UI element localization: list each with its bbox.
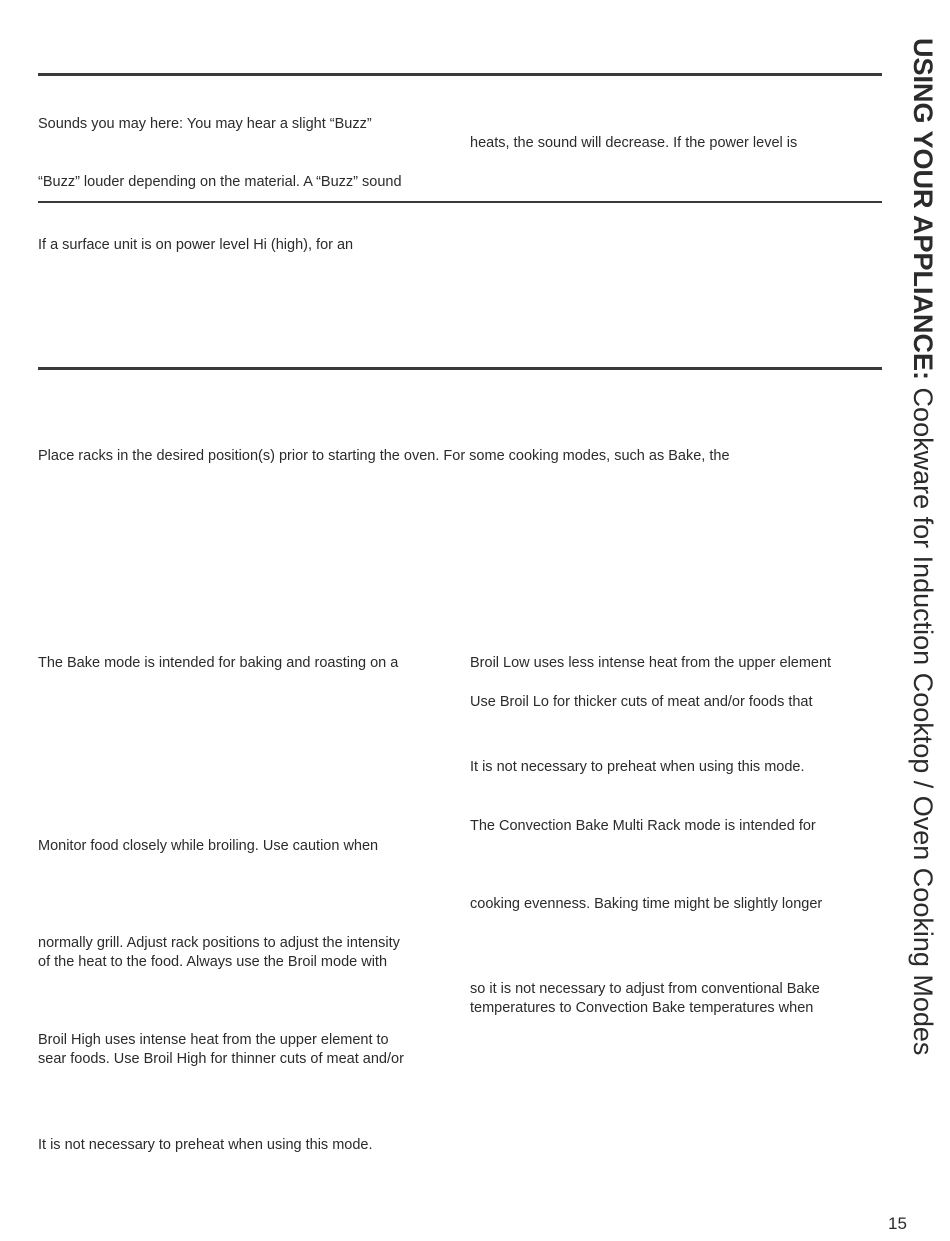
side-title-rest: Cookware for Induction Cooktop / Oven Cooking Modes: [908, 380, 938, 1056]
section-rule-oven: [38, 367, 882, 370]
section-rule-top: [38, 73, 882, 76]
text-line: temperatures to Convection Bake temperatures when: [470, 1000, 814, 1016]
text-line: cooking evenness. Baking time might be slightly longer: [470, 896, 823, 912]
text-line: It is not necessary to preheat when using this mode.: [470, 759, 805, 775]
text-line: so it is not necessary to adjust from conventional Bake: [470, 981, 820, 997]
page-number: 15: [888, 1214, 907, 1233]
text-line: normally grill. Adjust rack positions to adjust the intensity: [38, 935, 400, 951]
text-line: heats, the sound will decrease. If the power level is: [470, 135, 798, 151]
section-side-title: [908, 38, 938, 1055]
text-line: If a surface unit is on power level Hi (high), for an: [38, 237, 354, 253]
text-line: The Convection Bake Multi Rack mode is intended for: [470, 818, 816, 834]
text-line: Broil Low uses less intense heat from the upper element: [470, 655, 832, 671]
text-line: Use Broil Lo for thicker cuts of meat and/or foods that: [470, 694, 813, 710]
text-line: Place racks in the desired position(s) prior to starting the oven. For some cooking modes, such as Bake, the: [38, 448, 730, 464]
text-line: Monitor food closely while broiling. Use caution when: [38, 838, 379, 854]
text-line: It is not necessary to preheat when using this mode.: [38, 1137, 373, 1153]
text-line: sear foods. Use Broil High for thinner cuts of meat and/or: [38, 1051, 404, 1067]
side-title-bold: USING YOUR APPLIANCE:: [908, 38, 938, 381]
text-line: The Bake mode is intended for baking and roasting on a: [38, 655, 399, 671]
section-rule-sounds: [38, 201, 882, 203]
text-line: Sounds you may here: You may hear a slight “Buzz”: [38, 116, 372, 132]
text-line: of the heat to the food. Always use the Broil mode with: [38, 954, 388, 970]
text-line: “Buzz” louder depending on the material. A “Buzz” sound: [38, 174, 402, 190]
text-line: Broil High uses intense heat from the upper element to: [38, 1032, 389, 1048]
